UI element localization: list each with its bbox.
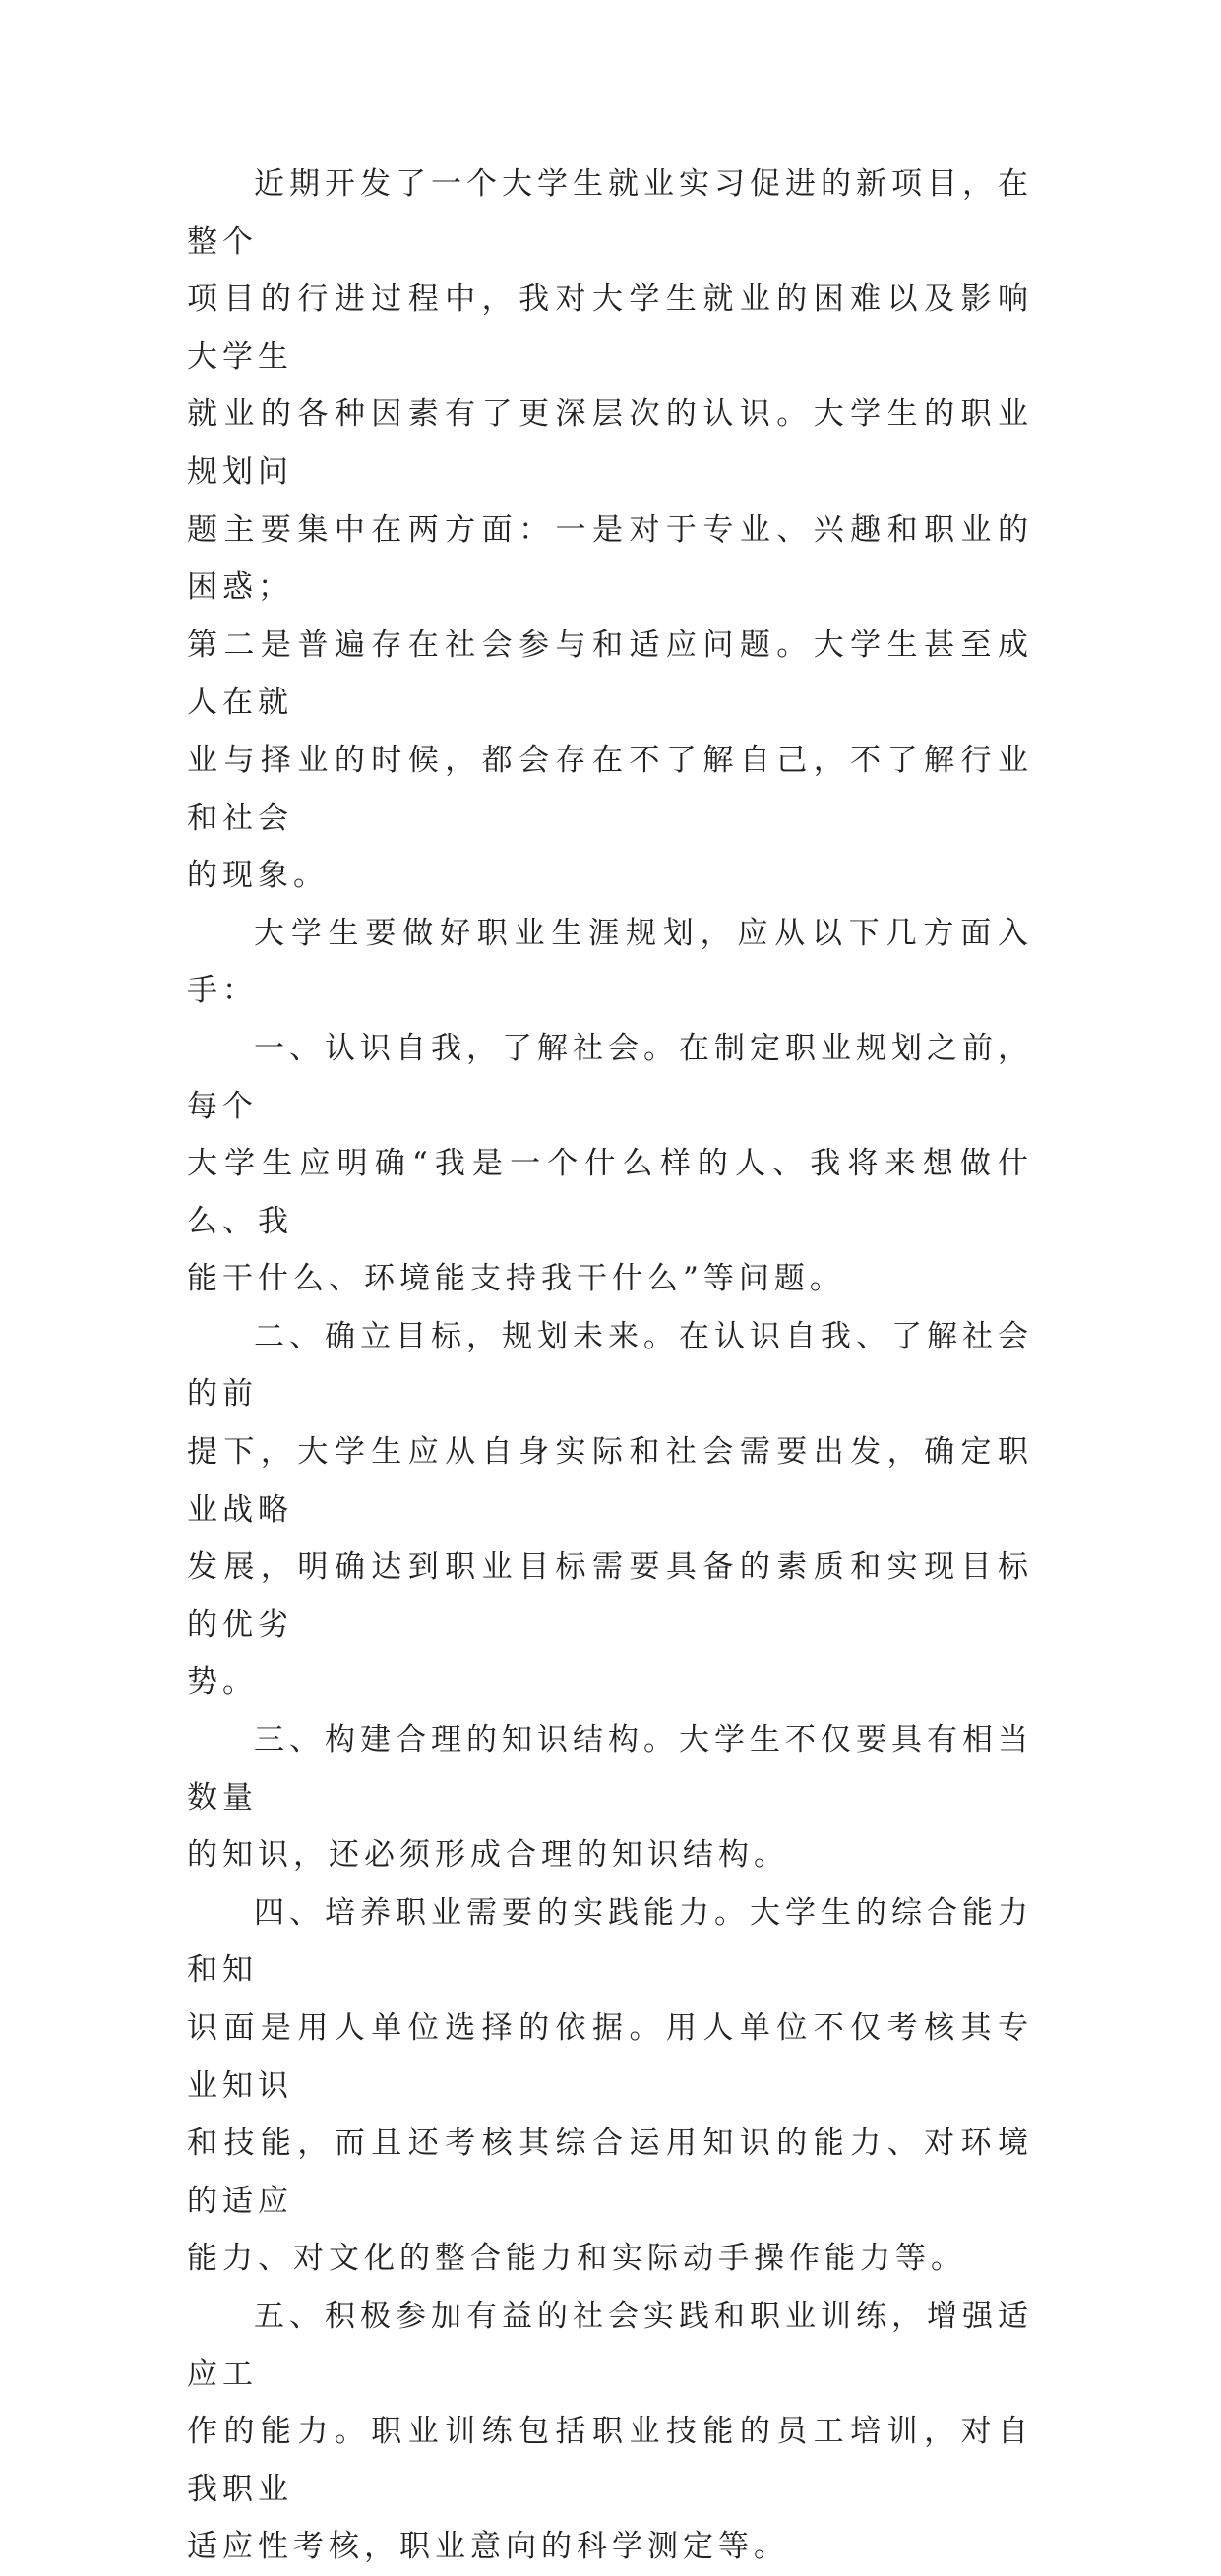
paragraph-point-5: 五、积极参加有益的社会实践和职业训练，增强适应工 作的能力。职业训练包括职业技能的员工培训，对自我职业 适应性考核，职业意向的科学测定等。 [187,2298,1033,2565]
paragraph-point-1: 一、认识自我，了解社会。在制定职业规划之前，每个 大学生应明确“我是一个什么样的人、我将来想做什么、我 能干什么、环境能支持我干什么”等问题。 [187,1030,1033,1297]
paragraph-point-3: 三、构建合理的知识结构。大学生不仅要具有相当数量 的知识，还必须形成合理的知识结构。 [187,1722,1033,1874]
paragraph-lead-in: 大学生要做好职业生涯规划，应从以下几方面入手： [187,915,1033,1009]
paragraph-intro: 近期开发了一个大学生就业实习促进的新项目，在整个 项目的行进过程中，我对大学生就业的困难以及影响大学生 就业的各种因素有了更深层次的认识。大学生的职业规划问 题主要集中在两方面：一是对于专业、兴趣和职业的困惑； 第二是普遍存在社会参与和适应问题。大学生甚至成人在就 业与择业的时候，都会存在不了解自己，不了解行业和社会 的现象。 [187,166,1033,894]
document-body [187,155,1033,2576]
paragraph-point-4: 四、培养职业需要的实践能力。大学生的综合能力和知 识面是用人单位选择的依据。用人单位不仅考核其专业知识 和技能，而且还考核其综合运用知识的能力、对环境的适应 能力、对文化的整合能力和实际动手操作能力等。 [187,1894,1033,2277]
paragraph-point-2: 二、确立目标，规划未来。在认识自我、了解社会的前 提下，大学生应从自身实际和社会需要出发，确定职业战略 发展，明确达到职业目标需要具备的素质和实现目标的优劣 势。 [187,1318,1033,1701]
